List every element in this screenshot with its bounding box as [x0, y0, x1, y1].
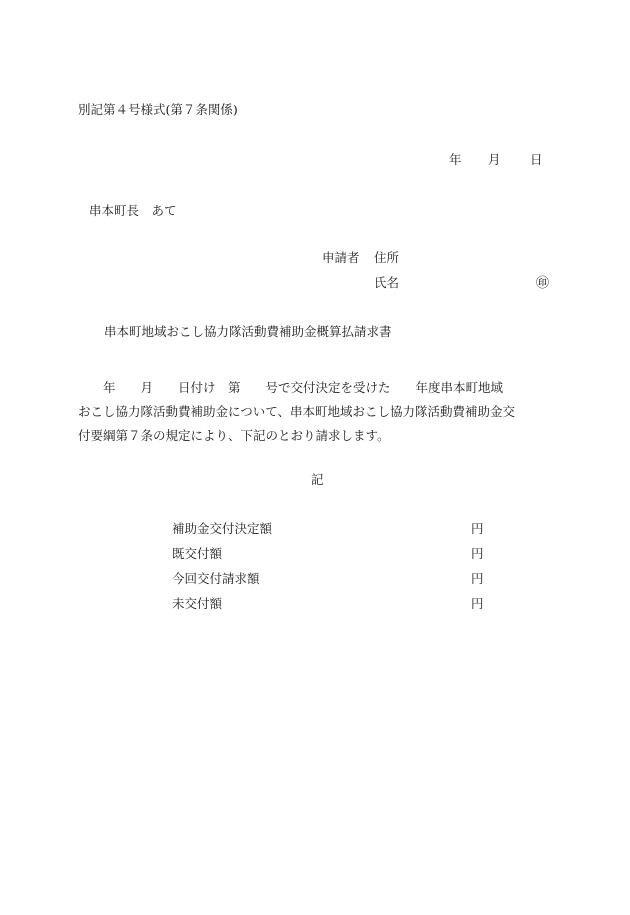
item-unit-yen: 円	[471, 546, 484, 561]
body-paragraph	[78, 376, 558, 448]
item-unit-yen: 円	[471, 596, 484, 611]
item-unit-yen: 円	[471, 571, 484, 586]
item-label-unpaid: 未交付額	[172, 596, 223, 611]
date-month-label: 月	[488, 152, 501, 167]
item-label-already-paid: 既交付額	[172, 546, 223, 561]
date-year-label: 年	[449, 152, 462, 167]
seal-icon: ㊞	[536, 276, 550, 291]
body-line-1: 年 月 日付け 第 号で交付決定を受けた 年度串本町地域	[78, 380, 504, 395]
item-label-grant-decision: 補助金交付決定額	[172, 521, 273, 536]
body-line-2: おこし協力隊活動費補助金について、串本町地域おこし協力隊活動費補助金交	[78, 404, 516, 419]
form-number: 別記第４号様式(第７条関係)	[78, 102, 238, 117]
name-label: 氏名	[374, 275, 400, 290]
address-label: 住所	[374, 250, 400, 265]
ki-marker: 記	[311, 472, 324, 487]
addressee: 串本町長 あて	[89, 203, 177, 218]
document-title: 串本町地域おこし協力隊活動費補助金概算払請求書	[104, 324, 392, 339]
item-label-current-request: 今回交付請求額	[172, 571, 260, 586]
body-line-3: 付要綱第７条の規定により、下記のとおり請求します。	[78, 428, 390, 443]
applicant-label: 申請者	[322, 250, 360, 265]
date-day-label: 日	[530, 152, 543, 167]
item-unit-yen: 円	[471, 521, 484, 536]
